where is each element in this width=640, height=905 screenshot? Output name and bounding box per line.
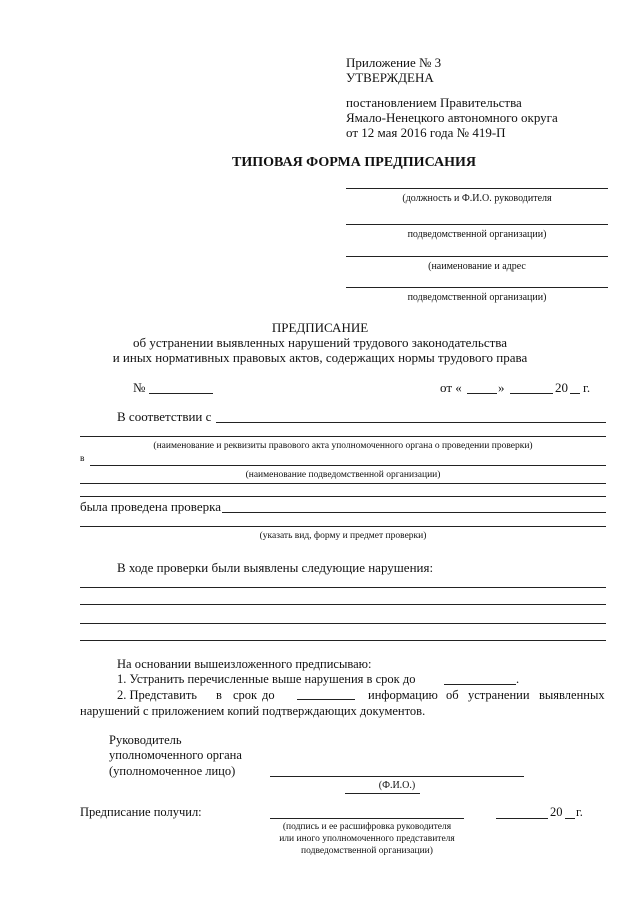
recipient-caption-3: подведомственной организации) bbox=[301, 846, 433, 856]
date-year-prefix: 20 bbox=[555, 380, 568, 395]
recipient-caption-1: (подпись и ее расшифровка руководителя bbox=[282, 822, 452, 832]
check-caption: (указать вид, форму и предмет проверки) bbox=[259, 531, 427, 541]
violations-line-1[interactable] bbox=[80, 587, 606, 588]
received-year-suffix: г. bbox=[576, 805, 583, 819]
prescription-item-2-word-1: 2. Представить bbox=[117, 688, 197, 702]
appendix-number: Приложение № 3 bbox=[346, 55, 442, 70]
addressee-line-3 bbox=[346, 256, 608, 257]
prescription-item-2-word-4: до bbox=[262, 688, 275, 702]
date-year-field[interactable] bbox=[570, 393, 580, 394]
number-label: № bbox=[133, 380, 146, 395]
addressee-caption-4: подведомственной организации) bbox=[407, 292, 547, 303]
recipient-caption-2: или иного уполномоченного представителя bbox=[279, 834, 455, 844]
deadline-field-1[interactable] bbox=[444, 684, 516, 685]
prescription-item-2-word-3: срок bbox=[233, 688, 258, 702]
organization-caption: (наименование подведомственной организации) bbox=[245, 470, 441, 480]
prescription-item-1-end: . bbox=[516, 672, 520, 686]
signatory-field[interactable] bbox=[270, 776, 524, 777]
deadline-field-2[interactable] bbox=[297, 699, 355, 700]
violations-line-4[interactable] bbox=[80, 640, 606, 641]
date-day-field[interactable] bbox=[467, 393, 497, 394]
received-label: Предписание получил: bbox=[80, 805, 202, 819]
addressee-line-1 bbox=[346, 188, 608, 189]
signatory-line-3: (уполномоченное лицо) bbox=[109, 764, 236, 778]
fio-caption: (Ф.И.О.) bbox=[378, 780, 416, 791]
legal-act-caption: (наименование и реквизиты правового акта уполномоченного органа о проведении проверки) bbox=[153, 441, 533, 451]
addressee-caption-3: (наименование и адрес bbox=[428, 261, 526, 272]
check-blank-line[interactable] bbox=[80, 496, 606, 497]
signatory-line-2: уполномоченного органа bbox=[109, 748, 242, 762]
addressee-caption-1: (должность и Ф.И.О. руководителя bbox=[402, 193, 552, 204]
approved-by-line3: от 12 мая 2016 года № 419-П bbox=[346, 125, 506, 140]
violations-label: В ходе проверки были выявлены следующие нарушения: bbox=[117, 560, 434, 575]
check-field-2[interactable] bbox=[80, 526, 606, 527]
form-title: ТИПОВАЯ ФОРМА ПРЕДПИСАНИЯ bbox=[232, 155, 476, 170]
prescription-item-2-word-8: выявленных bbox=[539, 688, 605, 702]
date-month-field[interactable] bbox=[510, 393, 553, 394]
prescription-item-2-word-5: информацию bbox=[368, 688, 438, 702]
approved-by-line2: Ямало-Ненецкого автономного округа bbox=[346, 110, 558, 125]
accordance-label: В соответствии с bbox=[117, 409, 212, 424]
check-field-1[interactable] bbox=[222, 512, 606, 513]
addressee-line-2 bbox=[346, 224, 608, 225]
legal-act-field-1[interactable] bbox=[216, 422, 606, 423]
approved-by-line1: постановлением Правительства bbox=[346, 95, 522, 110]
approved-label: УТВЕРЖДЕНА bbox=[346, 70, 434, 85]
recipient-signature-field[interactable] bbox=[270, 818, 464, 819]
check-done-label: была проведена проверка bbox=[80, 499, 222, 514]
date-close-quote: » bbox=[498, 380, 505, 395]
order-title: ПРЕДПИСАНИЕ bbox=[271, 320, 369, 335]
received-year-prefix: 20 bbox=[550, 805, 563, 819]
prescription-item-2-word-2: в bbox=[216, 688, 222, 702]
based-on-label: На основании вышеизложенного предписываю: bbox=[117, 657, 372, 671]
order-subtitle-1: об устранении выявленных нарушений трудового законодательства bbox=[132, 335, 508, 350]
violations-line-2[interactable] bbox=[80, 604, 606, 605]
signatory-line-1: Руководитель bbox=[109, 733, 182, 747]
prescription-item-2-continuation: нарушений с приложением копий подтверждающих документов. bbox=[80, 704, 426, 718]
date-year-suffix: г. bbox=[583, 380, 591, 395]
prescription-item-2-word-6: об bbox=[446, 688, 459, 702]
order-subtitle-2: и иных нормативных правовых актов, содержащих нормы трудового права bbox=[112, 350, 528, 365]
fio-caption-underline bbox=[345, 793, 420, 794]
addressee-caption-2: подведомственной организации) bbox=[407, 229, 547, 240]
prescription-item-2-word-7: устранении bbox=[468, 688, 530, 702]
addressee-line-4 bbox=[346, 287, 608, 288]
legal-act-field-2[interactable] bbox=[80, 436, 606, 437]
date-open-label: от « bbox=[440, 380, 462, 395]
in-label: в bbox=[80, 454, 85, 464]
received-date-field[interactable] bbox=[496, 818, 548, 819]
violations-line-3[interactable] bbox=[80, 623, 606, 624]
received-year-field[interactable] bbox=[565, 818, 575, 819]
organization-field[interactable] bbox=[90, 465, 606, 466]
prescription-item-1: 1. Устранить перечисленные выше нарушения в срок до bbox=[117, 672, 416, 686]
organization-field-2[interactable] bbox=[80, 483, 606, 484]
number-field[interactable] bbox=[149, 393, 213, 394]
